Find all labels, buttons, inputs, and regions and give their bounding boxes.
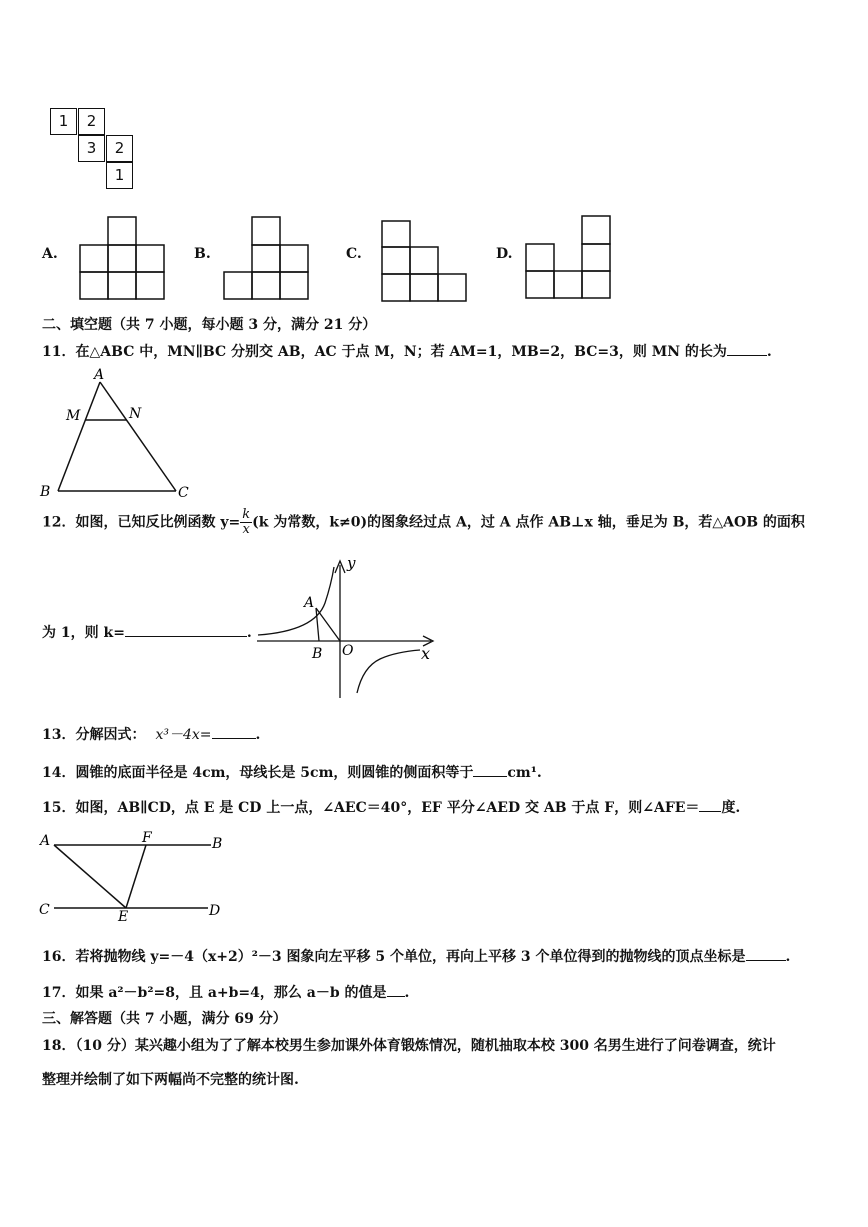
label-f: F bbox=[142, 830, 152, 846]
answer-blank bbox=[746, 946, 786, 961]
question-16 bbox=[42, 946, 790, 966]
question-18-line1: 18．（10 分）某兴趣小组为了了解本校男生参加课外体育锻炼情况，随机抽取本校 300 名男生进行了问卷调查，统计 bbox=[42, 1038, 776, 1054]
label-m: M bbox=[66, 408, 81, 424]
option-d-label: D. bbox=[496, 246, 513, 262]
answer-blank bbox=[727, 341, 767, 356]
option-b-figure bbox=[222, 215, 314, 301]
question-11-figure bbox=[36, 364, 196, 504]
question-18-line2: 整理并绘制了如下两幅尚不完整的统计图. bbox=[42, 1072, 299, 1088]
section-3-title: 三、解答题（共 7 小题，满分 69 分） bbox=[42, 1011, 287, 1027]
option-c-label: C. bbox=[346, 246, 362, 262]
question-15-end: 度. bbox=[721, 800, 741, 816]
option-a-label: A. bbox=[42, 246, 58, 262]
question-17-text: 17．如果 a²－b²=8，且 a+b=4，那么 a－b 的值是 bbox=[42, 985, 387, 1001]
net-cell: 1 bbox=[50, 108, 77, 135]
question-13-expression: x³－4x= bbox=[155, 727, 212, 743]
question-16-text: 16．若将抛物线 y=－4（x+2）²－3 图象向左平移 5 个单位，再向上平移 3 个单位得到的抛物线的顶点坐标是 bbox=[42, 949, 746, 965]
question-14 bbox=[42, 762, 542, 782]
label-b: B bbox=[312, 646, 323, 662]
label-b: B bbox=[212, 836, 223, 852]
label-a: A bbox=[40, 833, 51, 849]
option-a-figure bbox=[78, 215, 170, 301]
question-13-end: . bbox=[255, 727, 261, 743]
label-c: C bbox=[178, 485, 189, 501]
question-16-end: . bbox=[785, 949, 791, 965]
question-13-text: 13．分解因式： bbox=[42, 727, 146, 743]
label-y: y bbox=[347, 555, 356, 572]
option-b-label: B. bbox=[194, 246, 211, 262]
answer-blank bbox=[125, 622, 247, 637]
label-a: A bbox=[304, 595, 315, 611]
answer-blank bbox=[473, 762, 507, 777]
option-d-figure bbox=[524, 214, 616, 302]
question-11-end: . bbox=[766, 344, 772, 360]
question-11-text: 11．在△ABC 中，MN∥BC 分别交 AB，AC 于点 M，N；若 AM=1，MB=2，BC=3，则 MN 的长为 bbox=[42, 344, 727, 360]
question-13 bbox=[42, 724, 260, 744]
question-12-figure bbox=[255, 555, 445, 700]
label-x: x bbox=[421, 644, 431, 663]
label-d: D bbox=[209, 903, 221, 919]
net-cell: 2 bbox=[78, 108, 105, 135]
question-17 bbox=[42, 982, 409, 1002]
net-cell: 3 bbox=[78, 135, 105, 162]
answer-blank bbox=[387, 982, 405, 997]
fraction-denominator: x bbox=[242, 522, 250, 537]
option-c-figure bbox=[380, 219, 472, 305]
question-12-text-after: (k 为常数，k≠0)的图象经过点 A，过 A 点作 AB⊥x 轴，垂足为 B，若△AOB 的面积 bbox=[252, 514, 805, 531]
question-14-text: 14．圆锥的底面半径是 4cm，母线长是 5cm，则圆锥的侧面积等于 bbox=[42, 765, 474, 781]
question-12-line2 bbox=[42, 622, 252, 642]
question-12 bbox=[42, 508, 805, 537]
question-12-text-before: 12．如图，已知反比例函数 y= bbox=[42, 514, 241, 531]
label-o: O bbox=[342, 643, 354, 659]
label-e: E bbox=[118, 909, 129, 925]
section-2-title: 二、填空题（共 7 小题，每小题 3 分，满分 21 分） bbox=[42, 317, 377, 333]
question-15-text: 15．如图，AB∥CD，点 E 是 CD 上一点，∠AEC＝40°，EF 平分∠AED 交 AB 于点 F，则∠AFE＝ bbox=[42, 800, 700, 816]
answer-blank bbox=[699, 797, 721, 812]
question-15 bbox=[42, 797, 740, 817]
label-n: N bbox=[129, 406, 142, 422]
label-b: B bbox=[40, 484, 51, 500]
label-c: C bbox=[39, 902, 50, 918]
net-cell: 1 bbox=[106, 162, 133, 189]
fraction-k-over-x bbox=[240, 508, 252, 537]
label-a: A bbox=[94, 367, 105, 383]
question-11 bbox=[42, 341, 772, 361]
question-12-end: . bbox=[246, 625, 252, 641]
question-15-figure bbox=[36, 828, 236, 928]
net-cell: 2 bbox=[106, 135, 133, 162]
question-17-end: . bbox=[404, 985, 410, 1001]
question-14-end: cm¹. bbox=[507, 765, 542, 781]
fraction-numerator: k bbox=[242, 507, 251, 522]
question-12-line2-text: 为 1，则 k= bbox=[42, 625, 125, 641]
answer-blank bbox=[212, 724, 256, 739]
